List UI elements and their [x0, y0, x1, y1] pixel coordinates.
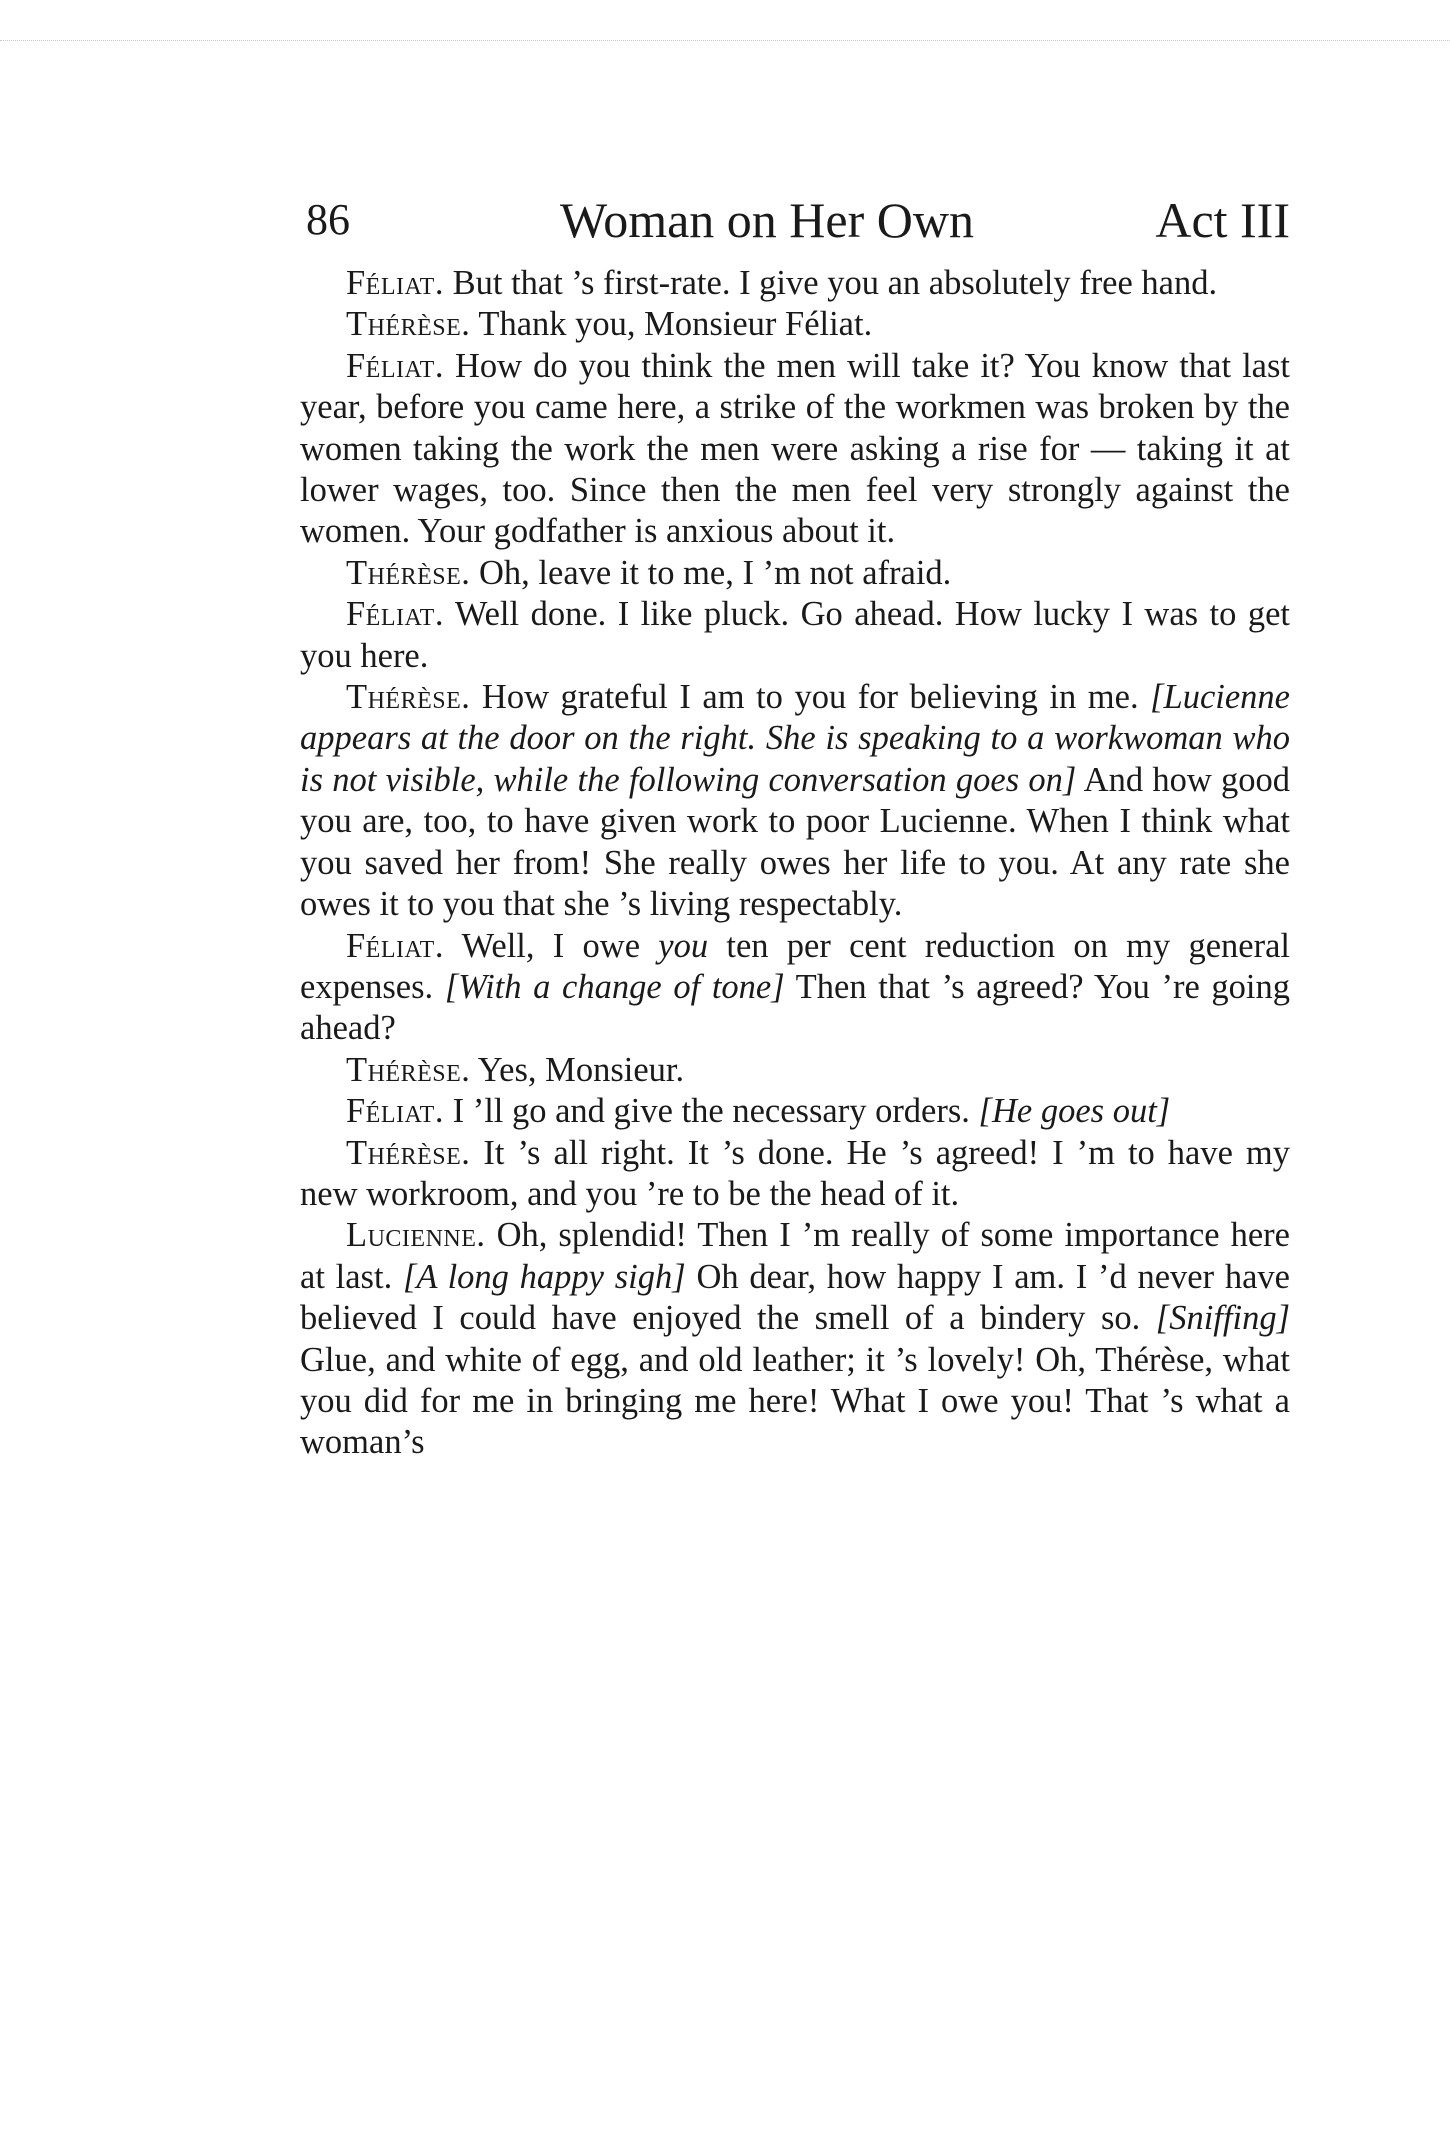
speech-text: I ’ll go and give the necessary orders. [443, 1092, 979, 1131]
speaker-name: Féliat. [346, 595, 444, 634]
page-number: 86 [306, 195, 350, 244]
emphasized-word: you [658, 926, 709, 965]
speech-text: Then that ’s agreed? You ’re going ahead? [300, 967, 1291, 1048]
dialogue-paragraph [300, 926, 1290, 1050]
dialogue-paragraph [300, 677, 1290, 925]
speech-text: It ’s all right. It ’s done. He ’s agreed! I ’m to have my new workroom, and you ’re to be the head of it. [300, 1133, 1290, 1213]
speaker-name: Lucienne. [346, 1216, 486, 1255]
dialogue-paragraph [300, 1050, 1290, 1091]
speech-text: Oh dear, how happy I am. I ’d never have believed I could have enjoyed the smell of a bindery so. [300, 1257, 1290, 1338]
speech-text: Thank you, Monsieur Féliat. [470, 305, 873, 344]
dialogue-paragraph [300, 304, 1290, 345]
dialogue-paragraph [300, 594, 1290, 677]
speech-text: Glue, and white of egg, and old leather; it ’s lovely! Oh, Thérèse, what you did for me in bringing me here! What I owe you! That ’s what a woman’s [300, 1340, 1290, 1462]
speech-text: But that ’s first-rate. I give you an absolutely free hand. [443, 264, 1218, 302]
speaker-name: Thérèse. [346, 1133, 471, 1172]
speaker-name: Thérèse. [346, 678, 471, 717]
speaker-name: Féliat. [346, 926, 444, 965]
dialogue-paragraph [300, 263, 1290, 304]
speech-text: Well, I owe [443, 926, 659, 965]
stage-direction: [A long happy sigh] [402, 1257, 686, 1296]
speech-text: And how good you are, too, to have given work to poor Lucienne. When I think what you saved her from! She really owes her life to you. At any rate she owes it to you that she ’s living respectably. [300, 760, 1290, 924]
stage-direction: [Lucienne appears at the door on the right. She is speaking to a workwoman who is not visible, while the following conversation goes on] [300, 678, 1290, 799]
speech-text: Oh, splendid! Then I ’m really of some importance here at last. [300, 1216, 1290, 1296]
speaker-name: Féliat. [346, 346, 444, 385]
stage-direction: [Sniffing] [1155, 1299, 1290, 1338]
speaker-name: Féliat. [346, 1092, 444, 1131]
dialogue-paragraph [300, 553, 1290, 594]
speech-text: How grateful I am to you for believing in me. [470, 678, 1151, 717]
speaker-name: Thérèse. [346, 553, 471, 592]
dialogue-paragraph [300, 346, 1290, 553]
speech-text: Yes, Monsieur. [470, 1050, 685, 1089]
speech-text: Well done. I like pluck. Go ahead. How lucky I was to get you here. [300, 595, 1290, 675]
scan-edge-line [0, 40, 1450, 41]
speech-text: ten per cent reduction on my general expenses. [300, 926, 1290, 1006]
speaker-name: Thérèse. [346, 305, 471, 344]
running-title: Woman on Her Own [560, 192, 974, 248]
speaker-name: Thérèse. [346, 1050, 471, 1089]
stage-direction: [With a change of tone] [444, 967, 785, 1006]
speech-text: Oh, leave it to me, I ’m not afraid. [470, 553, 952, 592]
speaker-name: Féliat. [346, 264, 444, 302]
dialogue-paragraph [300, 1091, 1290, 1132]
speech-text: How do you think the men will take it? You know that last year, before you came here, a strike of the workmen was broken by the women taking the work the men were asking a rise for — taking it at lower wages, too. Since then the men feel very strongly against the women. Your godfather is anxious about it. [300, 346, 1290, 551]
dialogue-paragraph [300, 1215, 1290, 1463]
act-label: Act III [1155, 192, 1290, 248]
dialogue-text [300, 263, 1290, 1464]
book-page [300, 185, 1290, 1464]
stage-direction: [He goes out] [978, 1092, 1171, 1131]
dialogue-paragraph [300, 1133, 1290, 1216]
running-head [300, 185, 1290, 255]
